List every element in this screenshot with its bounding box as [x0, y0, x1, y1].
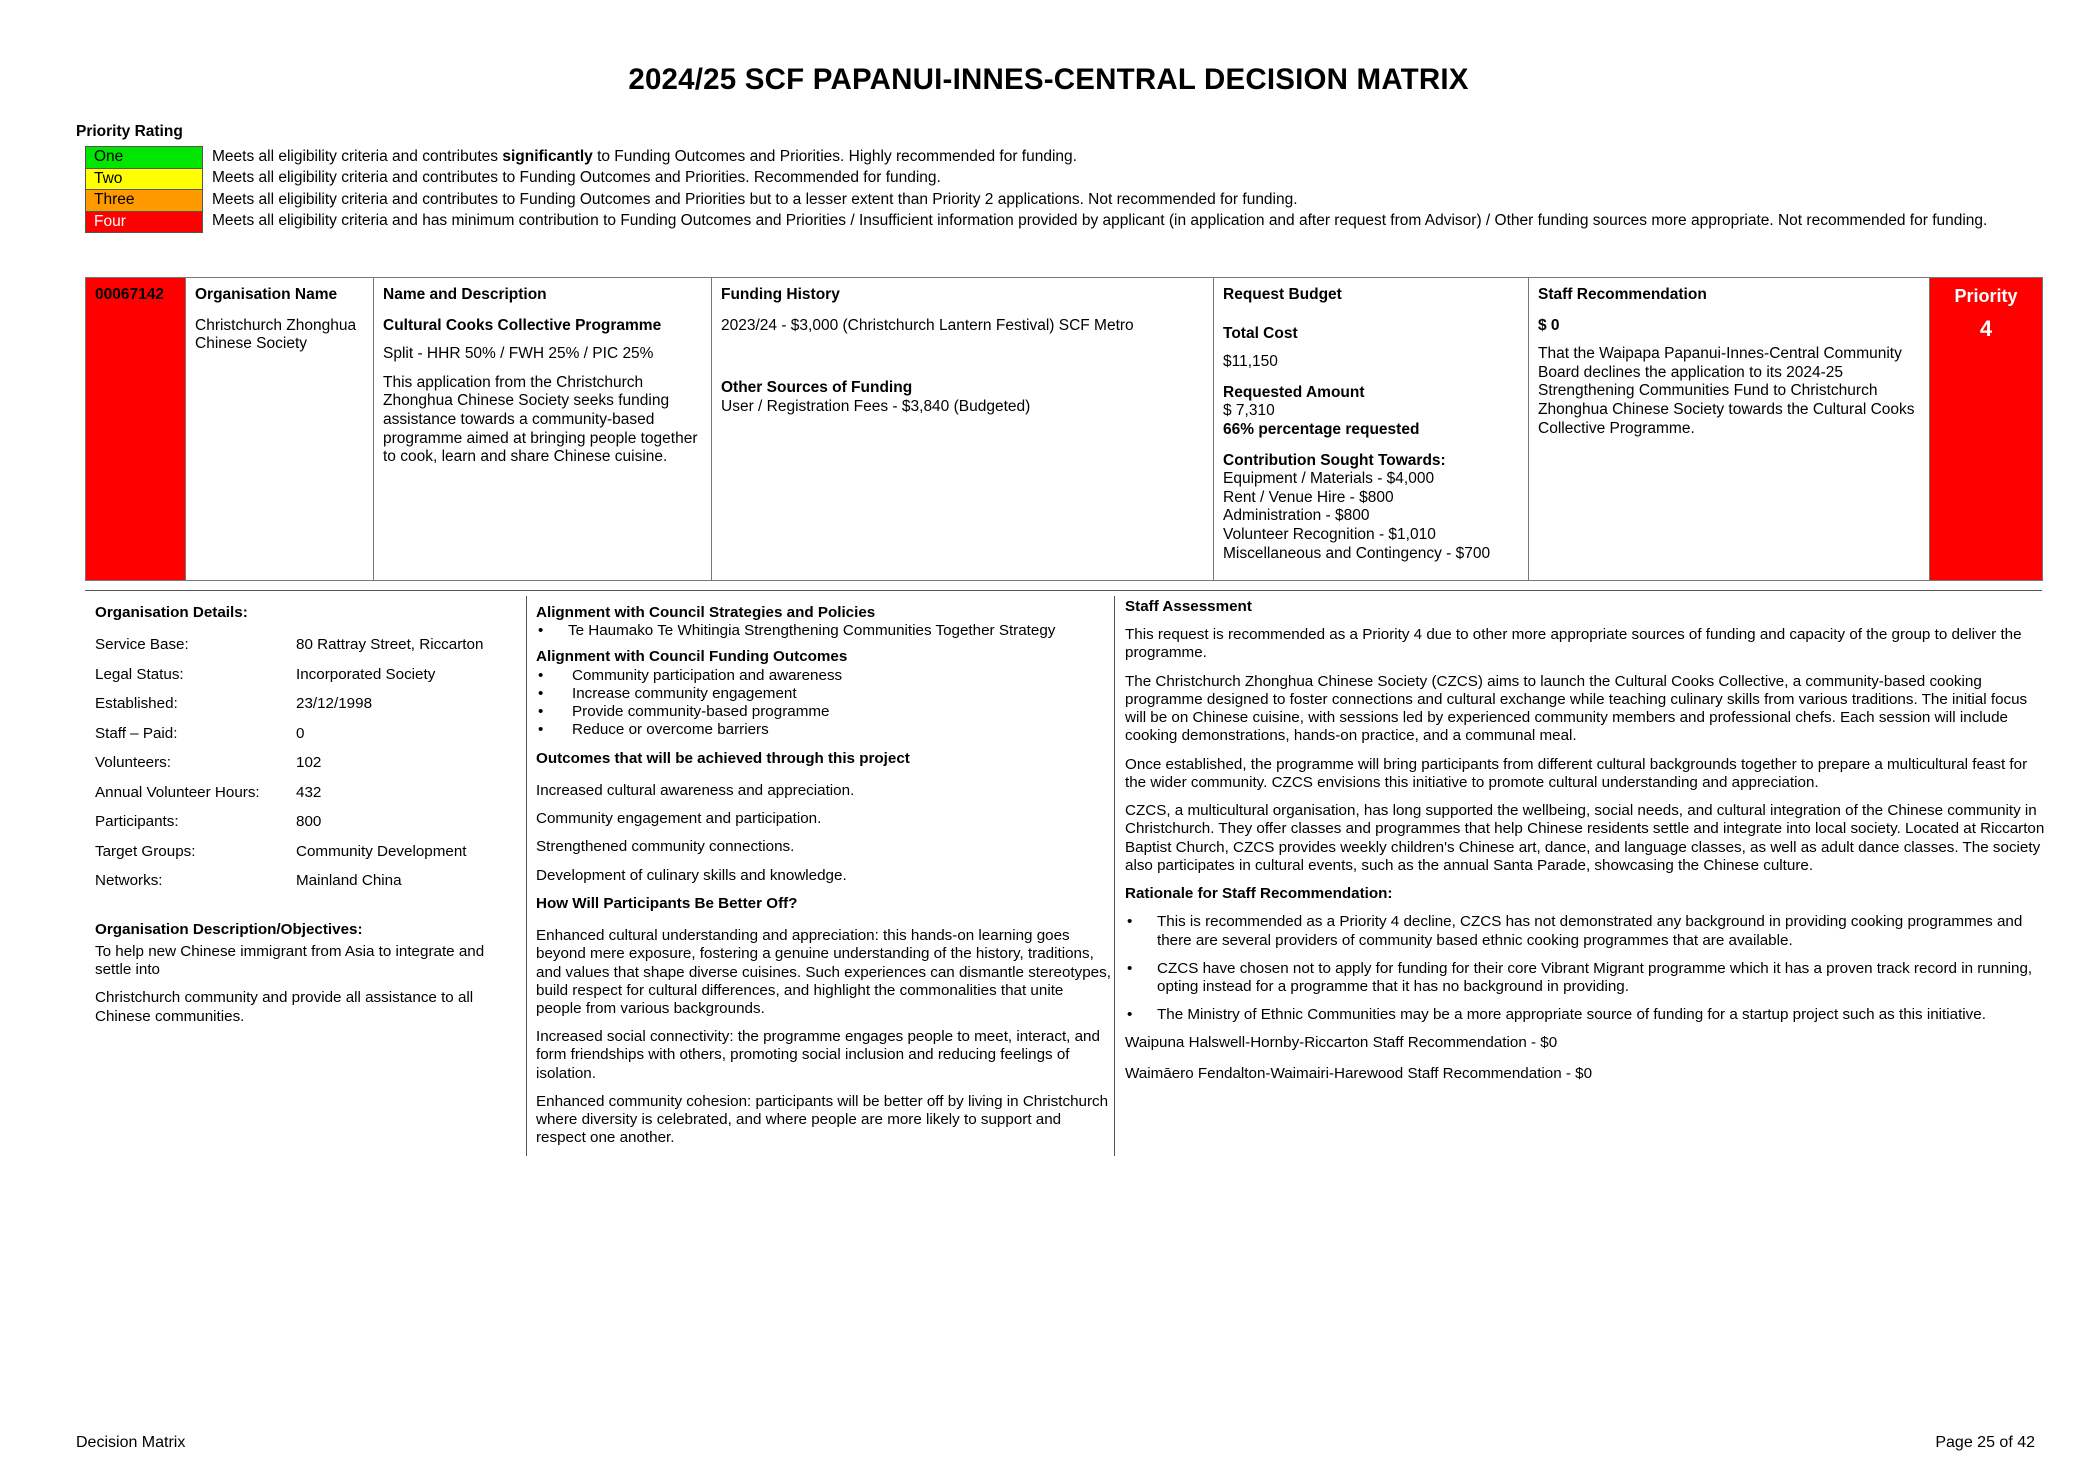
rationale-header: Rationale for Staff Recommendation: — [1125, 885, 1393, 903]
rationale-list — [1125, 913, 2045, 1024]
list-item: • This is recommended as a Priority 4 decline, CZCS has not demonstrated any background in providing cooking programmes and there are several providers of community based ethnic cooking programmes that are available. — [1125, 913, 2045, 949]
contribution-item: Administration - $800 — [1223, 507, 1370, 525]
project-outcome: Increased cultural awareness and appreciation. — [536, 781, 855, 799]
outcomes-list — [536, 667, 1111, 740]
list-item: • Reduce or overcome barriers — [536, 721, 1111, 739]
detail-value: 0 — [296, 724, 305, 742]
detail-label: Legal Status: — [95, 665, 184, 683]
detail-value: 80 Rattray Street, Riccarton — [296, 636, 484, 654]
org-desc-paragraph: Christchurch community and provide all assistance to all Chinese communities. — [95, 989, 474, 1025]
detail-label: Volunteers: — [95, 754, 171, 772]
detail-value: 432 — [296, 783, 322, 801]
name-desc-header: Name and Description — [383, 286, 547, 303]
total-cost-label: Total Cost — [1223, 324, 1298, 342]
detail-label: Established: — [95, 695, 178, 713]
list-item: • Te Haumako Te Whitingia Strengthening Communities Together Strategy — [536, 622, 1111, 640]
better-off-paragraph: Enhanced cultural understanding and appreciation: this hands-on learning goes beyond mere exposure, fostering a genuine understanding of the history, traditions, and values that shape diverse cuisines. Such experiences can dismantle stereotypes, build respect for cultural differences, and highlight the commonalities that unite people from various backgrounds. — [536, 927, 1111, 1017]
percentage-requested: 66% percentage requested — [1223, 420, 1420, 438]
detail-label: Staff – Paid: — [95, 724, 178, 742]
contribution-header: Contribution Sought Towards: — [1223, 451, 1446, 469]
org-desc-paragraph: To help new Chinese immigrant from Asia to integrate and settle into — [95, 942, 485, 979]
priority-desc-one: Meets all eligibility criteria and contributes significantly to Funding Outcomes and Priorities. Highly recommended for funding. — [212, 147, 1077, 165]
detail-label: Networks: — [95, 872, 163, 890]
other-sources: User / Registration Fees - $3,840 (Budgeted) — [721, 397, 1031, 415]
project-outcome: Development of culinary skills and knowledge. — [536, 866, 847, 884]
requested-amount: $ 7,310 — [1223, 402, 1275, 420]
request-budget-header: Request Budget — [1223, 286, 1342, 303]
organisation-details-panel — [95, 596, 515, 1036]
funding-history: 2023/24 - $3,000 (Christchurch Lantern Festival) SCF Metro — [721, 316, 1134, 334]
detail-value: Incorporated Society — [296, 665, 436, 683]
project-outcome: Strengthened community connections. — [536, 838, 795, 856]
priority-swatch-four: Four — [86, 211, 203, 233]
contribution-item: Equipment / Materials - $4,000 — [1223, 470, 1435, 488]
staff-recommendation-cell — [1529, 278, 1930, 581]
assessment-paragraph: CZCS, a multicultural organisation, has long supported the wellbeing, social needs, and cultural integration of the Chinese community in Christchurch. They offer classes and programmes that help Chinese residents settle and integrate into local society. Located at Riccarton Baptist Church, CZCS provides weekly children's Chinese art, dance, and language classes, as well as adult dance classes. The society also participates in cultural events, such as the annual Santa Parade, showcasing the Chinese culture. — [1125, 802, 2045, 874]
assessment-paragraph: The Christchurch Zhonghua Chinese Society (CZCS) aims to launch the Cultural Cooks Collective, a community-based cooking programme designed to foster connections and cultural exchange while teaching culinary skills from various traditions. The initial focus will be on Chinese cuisine, with sessions led by experienced community members and professional chefs. Each session will include cooking demonstrations, hands-on practice, and a communal meal. — [1125, 672, 2028, 745]
better-off-paragraph: Enhanced community cohesion: participants will be better off by living in Christchurch where diversity is celebrated, and where people are more likely to support and respect one another. — [536, 1092, 1109, 1147]
staff-rec-text: That the Waipapa Papanui-Innes-Central Community Board declines the application to its 2024-25 Strengthening Communities Fund to Christchurch Zhonghua Chinese Society towards the Cultural Cooks Collective Programme. — [1538, 345, 1915, 437]
detail-value: Community Development — [296, 842, 467, 860]
org-desc-header: Organisation Description/Objectives: — [95, 920, 363, 938]
detail-label: Participants: — [95, 813, 179, 831]
application-id: 00067142 — [95, 286, 164, 303]
name-description-cell — [374, 278, 712, 581]
better-off-paragraph: Increased social connectivity: the programme engages people to meet, interact, and form friendships with others, promoting social inclusion and reducing feelings of isolation. — [536, 1028, 1100, 1082]
priority-desc-four: Meets all eligibility criteria and has minimum contribution to Funding Outcomes and Priorities / Insufficient information provided by applicant (in application and after request from Advisor) / Other funding sources more appropriate. Not recommended for funding. — [212, 212, 1988, 230]
priority-rating-legend — [85, 146, 2025, 233]
page-title: 2024/25 SCF PAPANUI-INNES-CENTRAL DECISION MATRIX — [628, 63, 1469, 96]
project-name: Cultural Cooks Collective Programme — [383, 316, 662, 334]
priority-level-row — [86, 211, 2025, 233]
org-details-header: Organisation Details: — [95, 604, 248, 621]
list-item: • The Ministry of Ethnic Communities may be a more appropriate source of funding for a startup project such as this initiative. — [1125, 1006, 2045, 1024]
contribution-item: Volunteer Recognition - $1,010 — [1223, 525, 1436, 543]
section-divider — [85, 590, 2042, 591]
priority-level-row — [86, 147, 2025, 169]
contribution-item: Rent / Venue Hire - $800 — [1223, 488, 1394, 506]
priority-level-row — [86, 168, 2025, 190]
detail-row — [95, 843, 515, 861]
priority-header: Priority — [1954, 286, 2018, 306]
better-off-header: How Will Participants Be Better Off? — [536, 894, 798, 912]
detail-row — [95, 666, 515, 684]
detail-row — [95, 636, 515, 654]
alignment-panel — [526, 596, 1111, 1156]
assessment-paragraph: This request is recommended as a Priority 4 due to other more appropriate sources of funding and capacity of the group to deliver the programme. — [1125, 626, 2022, 662]
priority-swatch-three: Three — [86, 190, 203, 212]
detail-row — [95, 725, 515, 743]
detail-label: Target Groups: — [95, 842, 196, 860]
funding-split: Split - HHR 50% / FWH 25% / PIC 25% — [383, 345, 654, 363]
detail-value: 23/12/1998 — [296, 695, 373, 713]
staff-assessment-panel — [1114, 596, 2045, 1156]
other-sources-header: Other Sources of Funding — [721, 379, 913, 397]
application-id-cell — [86, 278, 186, 581]
detail-row — [95, 872, 515, 890]
strategies-list — [536, 622, 1111, 640]
requested-amount-label: Requested Amount — [1223, 383, 1365, 401]
total-cost: $11,150 — [1223, 353, 1278, 371]
strategies-header: Alignment with Council Strategies and Policies — [536, 604, 876, 621]
outcomes-header: Alignment with Council Funding Outcomes — [536, 648, 848, 666]
detail-value: 800 — [296, 813, 322, 831]
priority-desc-three: Meets all eligibility criteria and contributes to Funding Outcomes and Priorities but to a lesser extent than Priority 2 applications. Not recommended for funding. — [212, 190, 1298, 208]
staff-rec-amount: $ 0 — [1538, 316, 1560, 334]
detail-value: Mainland China — [296, 872, 402, 890]
detail-row — [95, 813, 515, 831]
priority-rating-heading: Priority Rating — [76, 123, 183, 140]
footer-doc-name: Decision Matrix — [76, 1434, 186, 1451]
detail-value: 102 — [296, 754, 322, 772]
assessment-paragraph: Once established, the programme will bring participants from different cultural backgrounds together to prepare a multicultural feast for the wider community. CZCS envisions this initiative to promote cultural understanding and appreciation. — [1125, 755, 2028, 791]
detail-label: Annual Volunteer Hours: — [95, 783, 260, 801]
priority-swatch-one: One — [86, 147, 203, 169]
request-budget-cell — [1214, 278, 1529, 581]
priority-swatch-two: Two — [86, 168, 203, 190]
org-name-header: Organisation Name — [195, 286, 338, 303]
list-item: • CZCS have chosen not to apply for funding for their core Vibrant Migrant programme which it has a proven track record in running, opting instead for a programme that it has no background in providing. — [1125, 960, 2045, 996]
org-name: Christchurch Zhonghua Chinese Society — [195, 316, 357, 353]
list-item: • Provide community-based programme — [536, 703, 1111, 721]
funding-history-header: Funding History — [721, 286, 840, 303]
application-summary-table — [85, 277, 2043, 581]
project-description: This application from the Christchurch Zhonghua Chinese Society seeks funding assistance towards a community-based programme aimed at bringing people together to cook, learn and share Chinese cuisine. — [383, 373, 698, 466]
contribution-item: Miscellaneous and Contingency - $700 — [1223, 544, 1491, 562]
priority-value: 4 — [1979, 315, 1993, 341]
organisation-name-cell — [186, 278, 374, 581]
list-item: • Increase community engagement — [536, 685, 1111, 703]
detail-row — [95, 784, 515, 802]
staff-rec-header: Staff Recommendation — [1538, 286, 1707, 303]
project-outcomes-header: Outcomes that will be achieved through this project — [536, 749, 910, 767]
detail-row — [95, 754, 515, 772]
list-item: • Community participation and awareness — [536, 667, 1111, 685]
other-board-recommendation: Waipuna Halswell-Hornby-Riccarton Staff Recommendation - $0 — [1125, 1034, 1558, 1052]
priority-desc-two: Meets all eligibility criteria and contributes to Funding Outcomes and Priorities. Recommended for funding. — [212, 169, 941, 187]
project-outcome: Community engagement and participation. — [536, 810, 822, 828]
detail-label: Service Base: — [95, 636, 189, 654]
other-board-recommendation: Waimāero Fendalton-Waimairi-Harewood Staff Recommendation - $0 — [1125, 1064, 1593, 1082]
footer-page-number: Page 25 of 42 — [1935, 1434, 2035, 1451]
staff-assessment-header: Staff Assessment — [1125, 598, 1252, 615]
funding-history-cell — [712, 278, 1214, 581]
detail-row — [95, 695, 515, 713]
priority-cell — [1930, 278, 2043, 581]
priority-level-row — [86, 190, 2025, 212]
